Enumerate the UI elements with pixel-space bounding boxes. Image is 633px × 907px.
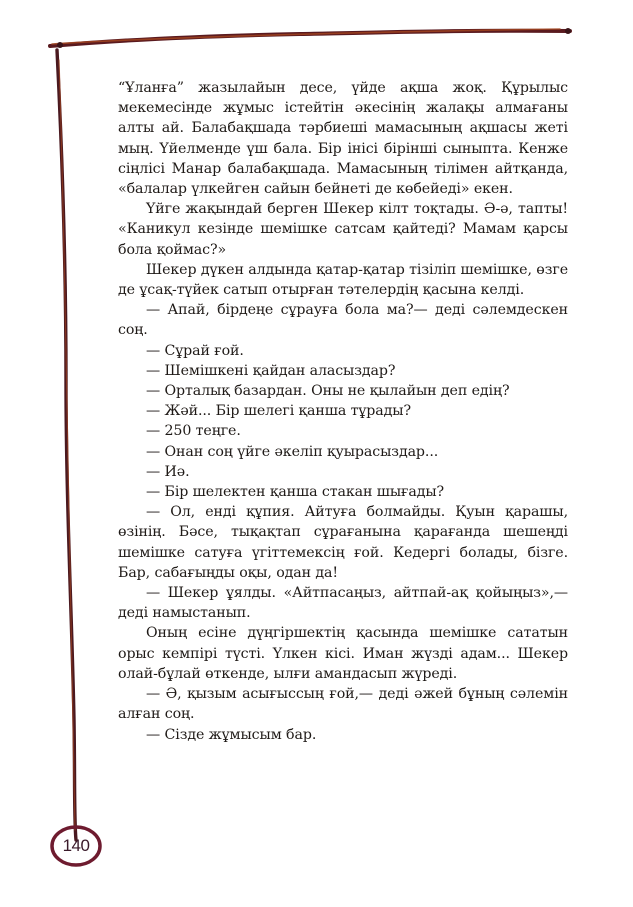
rod-knot <box>57 42 63 48</box>
paragraph: Шекер дүкен алдында қатар-қатар тізіліп шемішке, өзге де ұсақ-түйек сатып отырған тәтелердің қасына келді. <box>118 261 568 299</box>
paragraph: “Ұланға” жазылайын десе, үйде ақша жоқ. Құрылыс мекемесінде жұмыс істейтін әкесінің жалақы алмағаны алты ай. Балабақшада тәрбиеші мамасының ақшасы жеті мың. Үйелменде үш бала. Бір інісі бірінші сыныпта. Кенже сіңлісі Манар балабақшада. Мамасының тілімен айтқанда, «балалар үлкейген сайын бейнеті де көбейеді» екен. <box>118 80 568 198</box>
paragraph: Оның есіне дүңгіршектің қасында шемішке сататын орыс кемпірі түсті. Үлкен кісі. Иман жүзді адам... Шекер олай-бұлай өткенде, ылғи амандасып жүреді. <box>118 625 568 682</box>
page-number: 140 <box>62 836 90 855</box>
paragraph: — Сізде жұмысым бар. <box>146 726 317 743</box>
paragraph: — Орталық базардан. Оны не қылайын деп едің? <box>146 383 510 400</box>
paragraph: — Ә, қызым асығыссың ғой,— деді әжей бұның сәлемін алған соң. <box>118 686 568 723</box>
paragraph: — Шекер ұялды. «Айтпасаңыз, айтпай-ақ қойыңыз»,—деді намыстанып. <box>118 585 568 622</box>
paragraph: Үйге жақындай берген Шекер кілт тоқтады. Ә-ә, тапты! «Каникул кезінде шемішке сатсам қайтеді? Мамам қарсы бола қоймас?» <box>118 201 568 258</box>
paragraph: — Бір шелектен қанша стакан шығады? <box>146 484 445 501</box>
text-block <box>118 78 568 808</box>
rod-knot <box>565 28 571 34</box>
paragraph: — Иә. <box>146 463 190 480</box>
paragraph: — Ол, енді құпия. Айтуға болмайды. Қуын қарашы, өзінің. Бәсе, тықақтап сұрағанына қарағанда шешеңді шемішке сатуға үгіттемексің ғой. Кедергі болады, бізге. Бар, сабағыңды оқы, одан да! <box>118 504 568 581</box>
paragraph: — Онан соң үйге әкеліп қуырасыздар... <box>146 443 439 460</box>
top-rod <box>50 31 570 46</box>
paragraph: — 250 теңге. <box>146 423 241 440</box>
paragraph: — Апай, бірдеңе сұрауға бола ма?— деді сәлемдескен соң. <box>118 302 568 339</box>
paragraph: — Сұрай ғой. <box>146 342 244 359</box>
paragraph: — Жәй... Бір шелегі қанша тұрады? <box>146 403 411 420</box>
paragraph: — Шемішкені қайдан аласыздар? <box>146 362 396 379</box>
